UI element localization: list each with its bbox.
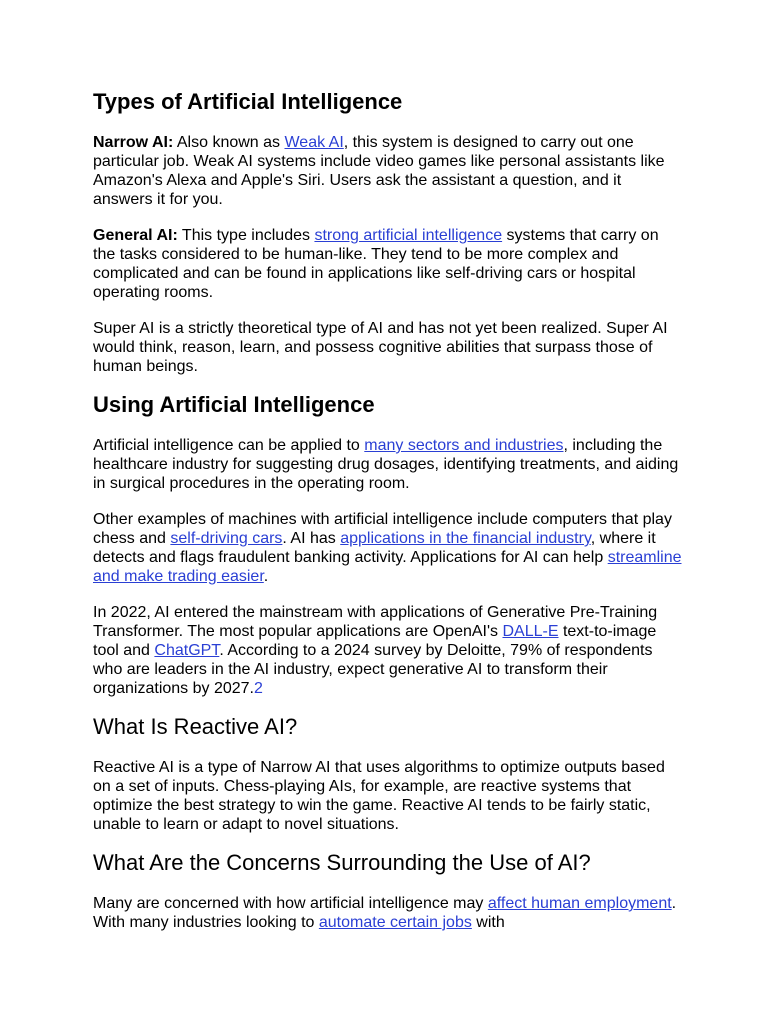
heading-reactive-ai: What Is Reactive AI? — [93, 714, 298, 739]
concerns-text-1: Many are concerned with how artificial intelligence may — [93, 895, 488, 912]
using-3-text-2: text-to-image tool and — [93, 623, 657, 659]
concerns-text-2: . With many industries looking to — [93, 895, 677, 931]
link-streamline-trading[interactable]: streamline and make trading easier — [93, 549, 682, 585]
paragraph-general-ai — [93, 226, 683, 302]
footnote-reference[interactable]: 2 — [254, 680, 263, 697]
paragraph-reactive-ai: Reactive AI is a type of Narrow AI that uses algorithms to optimize outputs based on a set of inputs. Chess-playing AIs, for example, are reactive systems that optimize the best strategy to win the game. Reactive AI tends to be fairly static, unable to learn or adapt to novel situations. — [93, 759, 665, 833]
heading-types-of-ai: Types of Artificial Intelligence — [93, 89, 403, 114]
term-general-ai: General AI: — [93, 227, 178, 244]
using-3-text-1: In 2022, AI entered the mainstream with applications of Generative Pre-Training Transformer. The most popular applications are OpenAI's — [93, 604, 658, 640]
general-ai-text-1: This type includes — [177, 227, 315, 244]
narrow-ai-text-1: Also known as — [173, 134, 285, 151]
general-ai-text-2: systems that carry on the tasks considered to be human-like. They tend to be more complex and complicated and can be found in applications like self-driving cars or hospital operating rooms. — [93, 227, 659, 301]
paragraph-using-3 — [93, 603, 683, 698]
link-dall-e[interactable]: DALL-E — [502, 623, 559, 640]
term-narrow-ai: Narrow AI: — [93, 134, 174, 151]
using-1-text-1: Artificial intelligence can be applied to — [93, 437, 365, 454]
using-2-text-2: . AI has — [282, 530, 341, 547]
using-1-text-2: , including the healthcare industry for suggesting drug dosages, identifying treatments, and aiding in surgical procedures in the operating room. — [93, 437, 679, 492]
link-chatgpt[interactable]: ChatGPT — [154, 642, 220, 659]
link-automate-jobs[interactable]: automate certain jobs — [318, 914, 472, 931]
link-financial-industry[interactable]: applications in the financial industry — [340, 530, 591, 547]
paragraph-ai-concerns — [93, 894, 683, 932]
paragraph-narrow-ai — [93, 133, 683, 209]
link-strong-ai[interactable]: strong artificial intelligence — [314, 227, 503, 244]
concerns-text-3: with — [471, 914, 505, 931]
using-2-text-4: . — [263, 568, 269, 585]
link-human-employment[interactable]: affect human employment — [487, 895, 672, 912]
paragraph-using-1 — [93, 436, 683, 493]
link-sectors-industries[interactable]: many sectors and industries — [364, 437, 564, 454]
paragraph-super-ai: Super AI is a strictly theoretical type of AI and has not yet been realized. Super AI would think, reason, learn, and possess cognitive abilities that surpass those of human beings. — [93, 320, 668, 375]
using-3-text-3: . According to a 2024 survey by Deloitte, 79% of respondents who are leaders in the AI industry, expect generative AI to transform their organizations by 2027. — [93, 642, 653, 697]
link-self-driving-cars[interactable]: self-driving cars — [170, 530, 283, 547]
link-weak-ai[interactable]: Weak AI — [284, 134, 344, 151]
heading-ai-concerns: What Are the Concerns Surrounding the Use of AI? — [93, 850, 591, 875]
narrow-ai-text-2: , this system is designed to carry out one particular job. Weak AI systems include video games like personal assistants like Amazon's Alexa and Apple's Siri. Users ask the assistant a question, and it answers it for you. — [93, 134, 665, 208]
article — [93, 84, 683, 932]
heading-using-ai: Using Artificial Intelligence — [93, 392, 375, 417]
using-2-text-1: Other examples of machines with artificial intelligence include computers that play chess and — [93, 511, 672, 547]
using-2-text-3: , where it detects and flags fraudulent banking activity. Applications for AI can help — [93, 530, 656, 566]
paragraph-using-2 — [93, 510, 683, 586]
